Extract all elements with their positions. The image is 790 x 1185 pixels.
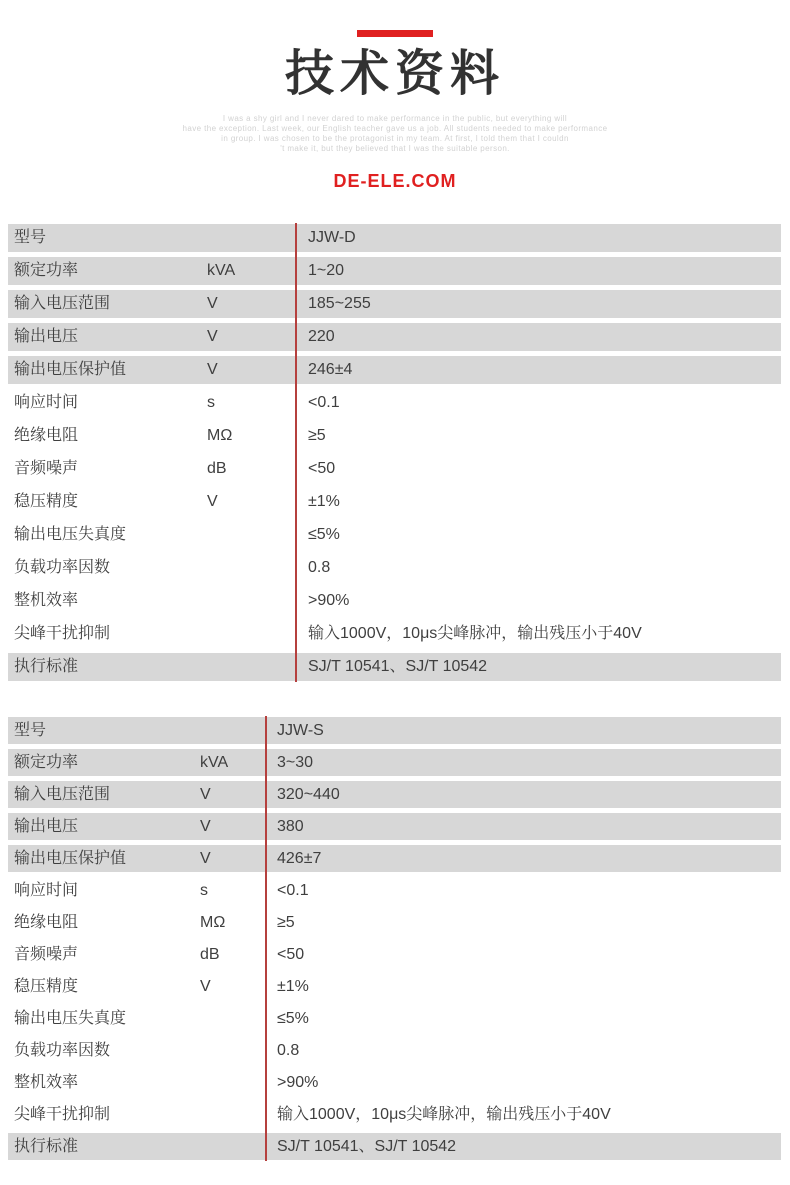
spec-value: ≥5 (308, 427, 326, 444)
table-row (8, 781, 781, 808)
spec-value: 输入1000V，10μs尖峰脉冲，输出残压小于40V (277, 1106, 611, 1123)
spec-label: 输出电压 (14, 328, 79, 345)
spec-value: 220 (308, 328, 335, 345)
table-row (8, 323, 781, 351)
spec-unit: MΩ (200, 914, 226, 931)
spec-label: 绝缘电阻 (14, 914, 79, 931)
brand-text: DE-ELE.COM (333, 171, 457, 191)
spec-value: <50 (308, 460, 336, 477)
spec-label: 响应时间 (14, 882, 79, 899)
spec-label: 尖峰干扰抑制 (14, 625, 111, 642)
spec-label: 负载功率因数 (14, 559, 111, 576)
spec-value: 0.8 (277, 1042, 300, 1059)
table-row (8, 1005, 781, 1032)
spec-unit: V (207, 328, 218, 345)
spec-value: 246±4 (308, 361, 353, 378)
table-row (8, 224, 781, 252)
watermark-text (0, 114, 790, 154)
spec-label: 型号 (14, 722, 47, 739)
table-row (8, 941, 781, 968)
table-row (8, 554, 781, 582)
spec-value: ±1% (277, 978, 309, 995)
spec-label: 额定功率 (14, 754, 79, 771)
spec-unit: V (207, 493, 218, 510)
spec-unit: V (200, 786, 211, 803)
accent-bar (357, 30, 433, 37)
spec-unit: V (200, 978, 211, 995)
spec-unit: s (200, 882, 208, 899)
spec-label: 稳压精度 (14, 978, 79, 995)
table-row (8, 877, 781, 904)
spec-unit: dB (200, 946, 220, 963)
table-row (8, 813, 781, 840)
table-row (8, 521, 781, 549)
spec-label: 音频噪声 (14, 460, 79, 477)
spec-label: 输出电压保护值 (14, 850, 127, 867)
spec-unit: MΩ (207, 427, 233, 444)
spec-value: ≤5% (308, 526, 340, 543)
spec-value: <0.1 (277, 882, 309, 899)
spec-label: 整机效率 (14, 592, 79, 609)
spec-value: SJ/T 10541、SJ/T 10542 (308, 658, 488, 675)
watermark-line: I was a shy girl and I never dared to make performance in the public, but everything will (222, 114, 568, 123)
spec-value: 320~440 (277, 786, 340, 803)
watermark-line: 't make it, but they believed that I was the suitable person. (280, 144, 510, 153)
table-row (8, 620, 781, 648)
spec-label: 整机效率 (14, 1074, 79, 1091)
spec-label: 型号 (14, 229, 47, 246)
red-divider-line (295, 223, 297, 682)
spec-table-jjw-d (8, 224, 781, 681)
spec-label: 尖峰干扰抑制 (14, 1106, 111, 1123)
spec-value: 0.8 (308, 559, 331, 576)
table-row (8, 749, 781, 776)
spec-value: ≤5% (277, 1010, 309, 1027)
spec-value: SJ/T 10541、SJ/T 10542 (277, 1138, 457, 1155)
table-row (8, 845, 781, 872)
spec-value: <50 (277, 946, 305, 963)
spec-unit: kVA (207, 262, 236, 279)
spec-value: 输入1000V，10μs尖峰脉冲，输出残压小于40V (308, 625, 642, 642)
spec-unit: V (200, 818, 211, 835)
watermark-line: in group. I was chosen to be the protagonist in my team. At first, I told them that I couldn (221, 134, 569, 143)
spec-label: 输入电压范围 (14, 295, 111, 312)
spec-label: 额定功率 (14, 262, 79, 279)
spec-value: 380 (277, 818, 304, 835)
table-row (8, 909, 781, 936)
table-row (8, 1101, 781, 1128)
spec-unit: V (207, 295, 218, 312)
spec-value: 426±7 (277, 850, 322, 867)
spec-label: 负载功率因数 (14, 1042, 111, 1059)
table-row (8, 717, 781, 744)
spec-label: 响应时间 (14, 394, 79, 411)
spec-label: 输出电压保护值 (14, 361, 127, 378)
table-row (8, 290, 781, 318)
spec-value: >90% (308, 592, 350, 609)
spec-value: JJW-D (308, 229, 356, 246)
spec-value: JJW-S (277, 722, 324, 739)
spec-unit: dB (207, 460, 227, 477)
spec-label: 执行标准 (14, 658, 79, 675)
spec-unit: V (207, 361, 218, 378)
table-row (8, 389, 781, 417)
spec-unit: V (200, 850, 211, 867)
table-row (8, 455, 781, 483)
spec-value: 3~30 (277, 754, 314, 771)
spec-unit: kVA (200, 754, 229, 771)
page-title: 技术资料 (284, 47, 505, 101)
spec-label: 音频噪声 (14, 946, 79, 963)
spec-label: 输出电压 (14, 818, 79, 835)
spec-value: ≥5 (277, 914, 295, 931)
table-row (8, 653, 781, 681)
table-row (8, 1069, 781, 1096)
spec-value: 1~20 (308, 262, 345, 279)
spec-table-jjw-s (8, 717, 781, 1160)
table-row (8, 1037, 781, 1064)
spec-label: 稳压精度 (14, 493, 79, 510)
spec-value: ±1% (308, 493, 340, 510)
spec-label: 输出电压失真度 (14, 1010, 127, 1027)
red-divider-line (265, 716, 267, 1161)
spec-label: 执行标准 (14, 1138, 79, 1155)
spec-value: 185~255 (308, 295, 371, 312)
spec-label: 输出电压失真度 (14, 526, 127, 543)
table-row (8, 356, 781, 384)
table-row (8, 422, 781, 450)
spec-label: 输入电压范围 (14, 786, 111, 803)
spec-value: >90% (277, 1074, 319, 1091)
spec-label: 绝缘电阻 (14, 427, 79, 444)
table-row (8, 973, 781, 1000)
header (0, 0, 790, 191)
table-row (8, 488, 781, 516)
spec-value: <0.1 (308, 394, 340, 411)
table-row (8, 1133, 781, 1160)
spec-unit: s (207, 394, 215, 411)
table-row (8, 257, 781, 285)
watermark-line: have the exception. Last week, our English teacher gave us a job. All students needed to make performance (182, 124, 608, 133)
table-row (8, 587, 781, 615)
